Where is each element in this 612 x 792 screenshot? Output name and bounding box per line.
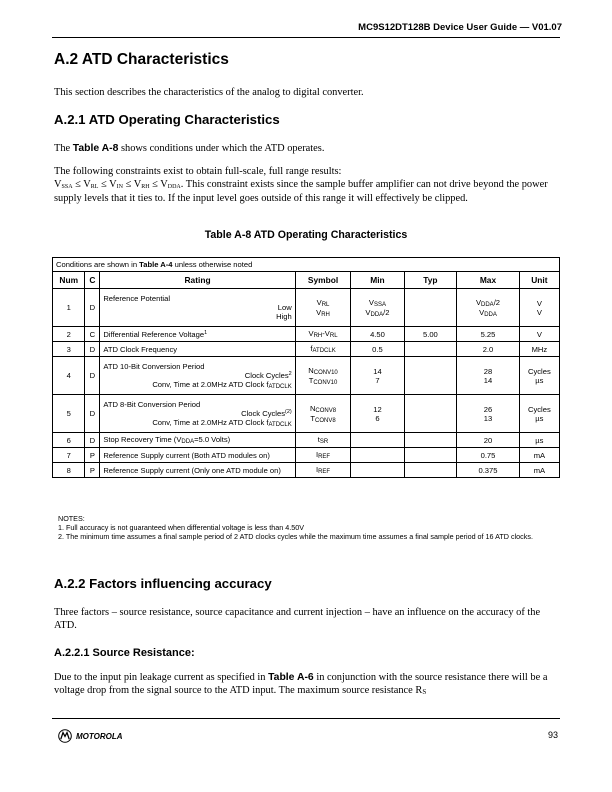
cell-num: 8	[53, 463, 85, 478]
table-row	[53, 433, 560, 448]
col-typ: Typ	[404, 272, 457, 289]
cell-min: 4.50	[351, 327, 404, 342]
cell-class: P	[85, 448, 100, 463]
cell-class: P	[85, 463, 100, 478]
table-notes: NOTES: 1. Full accuracy is not guaranteed when differential voltage is less than 4.50V 2. The minimum time assumes a final sample period of 2 ATD clocks cycles while the maximum time assumes a final sample period of 16 ATD clocks.	[58, 514, 533, 542]
cell-unit: mA	[519, 463, 559, 478]
table-row	[53, 357, 560, 395]
table-title: Table A-8 ATD Operating Characteristics	[204, 229, 408, 241]
cell-unit: mA	[519, 448, 559, 463]
col-class: C	[85, 272, 100, 289]
cell-max: 5.25	[457, 327, 520, 342]
cell-symbol: NCONV10 TCONV10	[295, 357, 351, 395]
cell-symbol: tSR	[295, 433, 351, 448]
cell-rating: Reference Potential Low High	[100, 289, 295, 327]
header-rule	[52, 37, 560, 38]
cell-typ	[404, 342, 457, 357]
atd-characteristics-table	[52, 257, 560, 478]
cell-unit: MHz	[519, 342, 559, 357]
cell-max: 20	[457, 433, 520, 448]
table-a6-link[interactable]: Table A-6	[268, 672, 314, 683]
cell-typ	[404, 463, 457, 478]
cell-class: C	[85, 327, 100, 342]
cell-max: VDDA/2 VDDA	[457, 289, 520, 327]
voltage-constraint: VSSA ≤ VRL ≤ VIN ≤ VRH ≤ VDDA	[54, 178, 181, 190]
cell-class: D	[85, 357, 100, 395]
cell-max: 0.75	[457, 448, 520, 463]
cell-symbol: VRL VRH	[295, 289, 351, 327]
cell-min	[351, 433, 404, 448]
cell-symbol: fATDCLK	[295, 342, 351, 357]
cell-min: 14 7	[351, 357, 404, 395]
cell-unit: V	[519, 327, 559, 342]
cell-max: 0.375	[457, 463, 520, 478]
cell-typ	[404, 357, 457, 395]
cell-rating: Differential Reference Voltage$^1$	[100, 327, 295, 342]
table-a8-link[interactable]: Table A-8	[72, 143, 119, 154]
cell-max: 26 13	[457, 395, 520, 433]
accuracy-paragraph: Three factors – source resistance, source capacitance and current injection – have an influence on the accuracy of the ATD.	[54, 607, 541, 631]
source-resistance-paragraph: Due to the input pin leakage current as specified in Table A-6 in conjunction with the source resistance there will be a voltage drop from the signal source to the ATD input. The maximum source resistance RS	[54, 672, 548, 696]
table-row	[53, 395, 560, 433]
table-header-row	[53, 272, 560, 289]
footer-rule	[52, 718, 560, 719]
subsection-heading-accuracy: A.2.2 Factors influencing accuracy	[54, 576, 272, 591]
cell-symbol: IREF	[295, 448, 351, 463]
table-row	[53, 463, 560, 478]
cell-typ	[404, 433, 457, 448]
cell-num: 1	[53, 289, 85, 327]
conditions-row: Conditions are shown in Table A-4 unless otherwise noted	[53, 258, 560, 272]
cell-max: 2.0	[457, 342, 520, 357]
cell-class: D	[85, 342, 100, 357]
table-row	[53, 342, 560, 357]
cell-typ	[404, 395, 457, 433]
cell-rating: Stop Recovery Time (VDDA=5.0 Volts)	[100, 433, 295, 448]
cell-rating: Reference Supply current (Both ATD modules on)	[100, 448, 295, 463]
cell-rating: ATD 8-Bit Conversion Period Clock Cycles$^{(2)}$ Conv, Time at 2.0MHz ATD Clock fATDCLK	[100, 395, 295, 433]
col-rating: Rating	[100, 272, 295, 289]
table-row	[53, 327, 560, 342]
cell-symbol: IREF	[295, 463, 351, 478]
cell-min: 0.5	[351, 342, 404, 357]
section-intro: This section describes the characteristics of the analog to digital converter.	[54, 87, 364, 98]
cell-typ	[404, 289, 457, 327]
cell-num: 2	[53, 327, 85, 342]
cell-num: 7	[53, 448, 85, 463]
cell-unit: Cycles µs	[519, 357, 559, 395]
subsection-heading-operating: A.2.1 ATD Operating Characteristics	[54, 112, 280, 127]
operating-paragraph-1: The Table A-8 shows conditions under which the ATD operates.	[54, 143, 325, 154]
cell-min: 12 6	[351, 395, 404, 433]
cell-num: 3	[53, 342, 85, 357]
cell-min	[351, 463, 404, 478]
cell-rating: ATD Clock Frequency	[100, 342, 295, 357]
cell-min: VSSA VDDA/2	[351, 289, 404, 327]
footer-brand: MOTOROLA	[76, 731, 123, 741]
cell-class: D	[85, 395, 100, 433]
cell-min	[351, 448, 404, 463]
cell-num: 5	[53, 395, 85, 433]
cell-rating: ATD 10-Bit Conversion Period Clock Cycles$^2$ Conv, Time at 2.0MHz ATD Clock fATDCLK	[100, 357, 295, 395]
cell-class: D	[85, 289, 100, 327]
cell-unit: µs	[519, 433, 559, 448]
motorola-logo	[58, 729, 123, 743]
section-heading: A.2 ATD Characteristics	[54, 51, 229, 68]
col-max: Max	[457, 272, 520, 289]
table-row	[53, 289, 560, 327]
cell-symbol: NCONV8 TCONV8	[295, 395, 351, 433]
cell-rating: Reference Supply current (Only one ATD module on)	[100, 463, 295, 478]
cell-max: 28 14	[457, 357, 520, 395]
operating-paragraph-2: The following constraints exist to obtain full-scale, full range results: VSSA ≤ VRL ≤ VIN ≤ VRH ≤ VDDA. This constraint exists since the sample buffer amplifier can not drive beyond the power supply levels that it ties to. If the input level goes outside of this range it will effectively be clipped.	[54, 166, 548, 205]
cell-num: 6	[53, 433, 85, 448]
motorola-batwing-icon	[58, 729, 72, 743]
cell-class: D	[85, 433, 100, 448]
col-unit: Unit	[519, 272, 559, 289]
running-header: MC9S12DT128B Device User Guide — V01.07	[358, 22, 562, 33]
col-symbol: Symbol	[295, 272, 351, 289]
page-number: 93	[547, 730, 558, 740]
col-num: Num	[53, 272, 85, 289]
cell-num: 4	[53, 357, 85, 395]
subsubsection-heading-source-resistance: A.2.2.1 Source Resistance:	[54, 647, 195, 659]
cell-unit: Cycles µs	[519, 395, 559, 433]
table-row	[53, 448, 560, 463]
cell-symbol: VRH-VRL	[295, 327, 351, 342]
cell-typ	[404, 448, 457, 463]
table-a4-link[interactable]: Table A-4	[139, 260, 173, 269]
cell-unit: V V	[519, 289, 559, 327]
col-min: Min	[351, 272, 404, 289]
cell-typ: 5.00	[404, 327, 457, 342]
